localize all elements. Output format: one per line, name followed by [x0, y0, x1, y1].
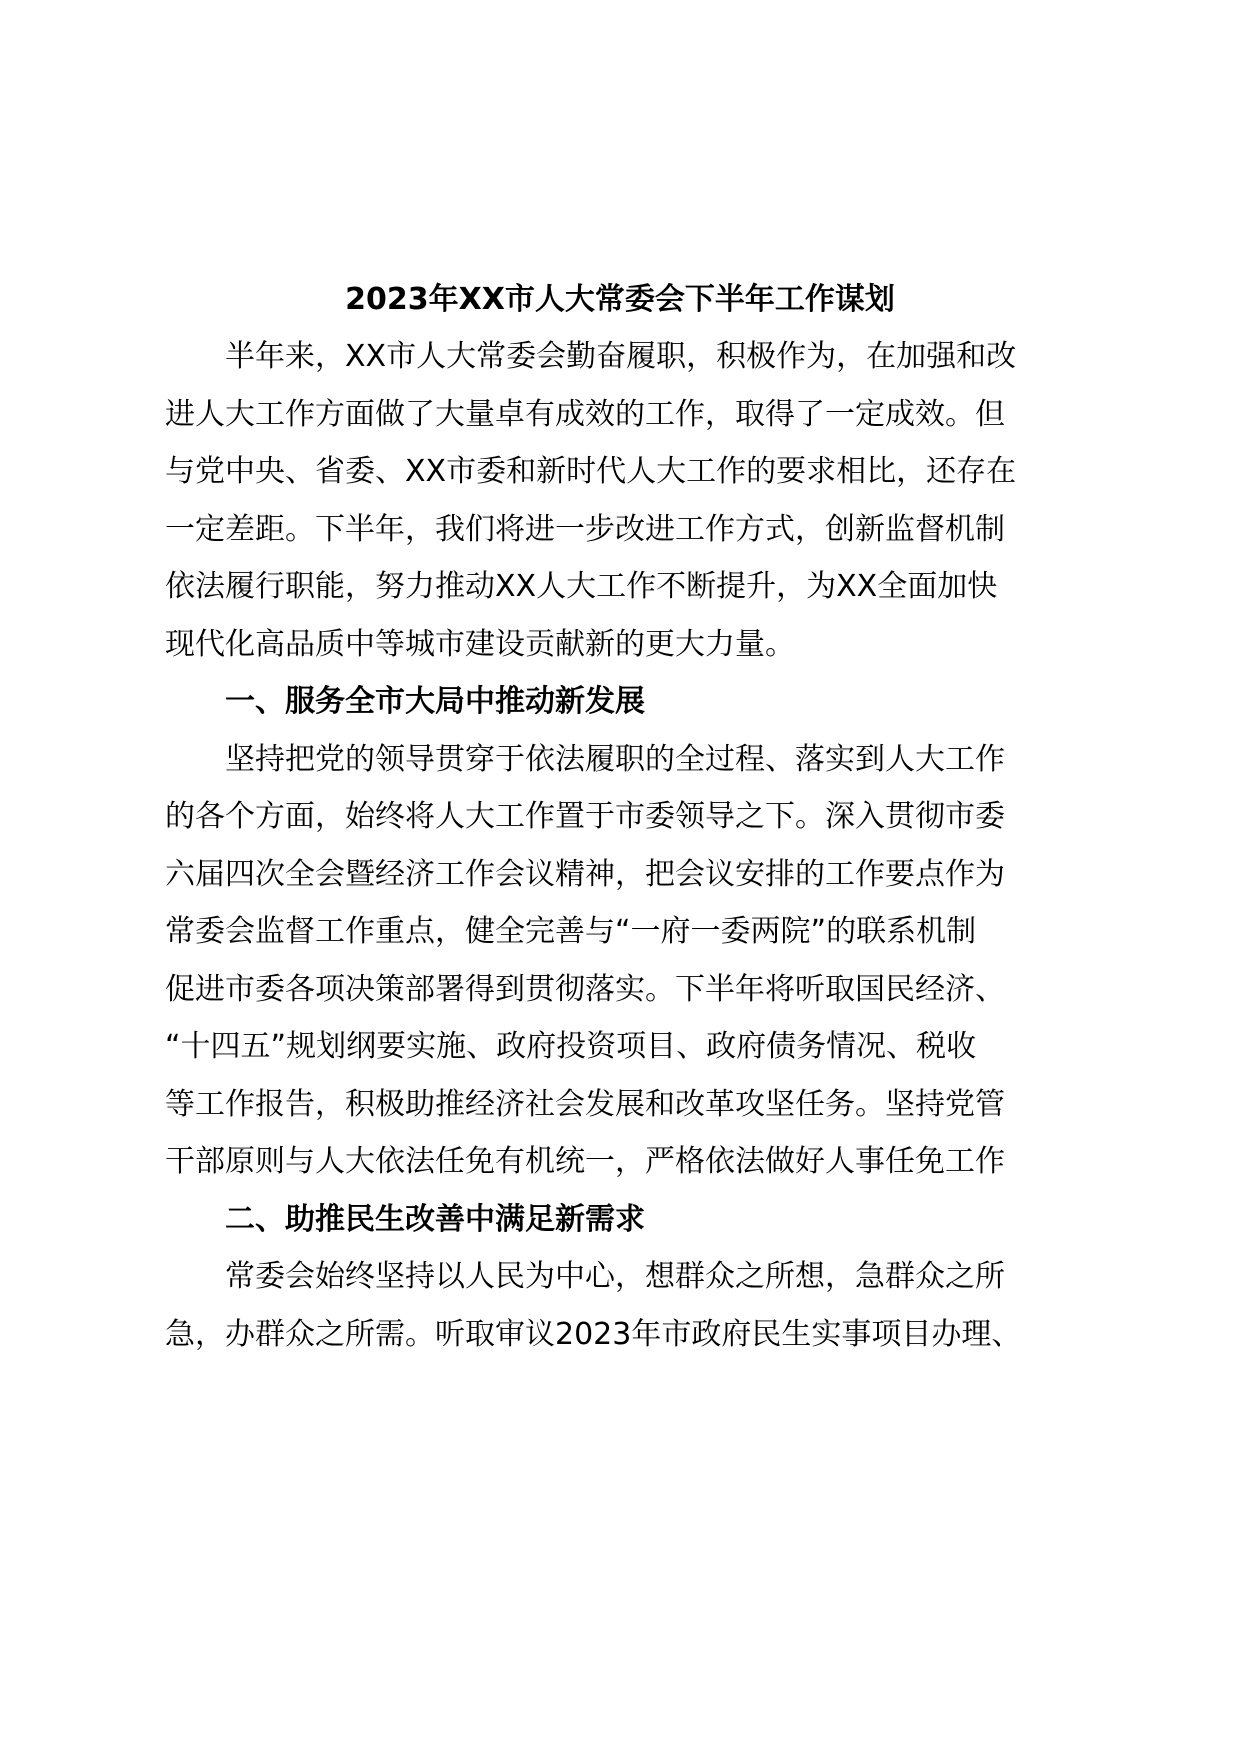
paragraph-line: 进人大工作方面做了大量卓有成效的工作，取得了一定成效。但 [165, 396, 1005, 432]
paragraph-line: 现代化高品质中等城市建设贡献新的更大力量。 [165, 626, 795, 662]
paragraph-line: 促进市委各项决策部署得到贯彻落实。下半年将听取国民经济、 [165, 971, 1005, 1007]
paragraph-line: 与党中央、省委、XX市委和新时代人大工作的要求相比，还存在 [165, 454, 1017, 489]
paragraph-line: “十四五”规划纲要实施、政府投资项目、政府债务情况、税收 [165, 1029, 977, 1064]
paragraph-line: 的各个方面，始终将人大工作置于市委领导之下。深入贯彻市委 [165, 799, 1005, 834]
paragraph-line: 一定差距。下半年，我们将进一步改进工作方式，创新监督机制 [165, 511, 1005, 547]
paragraph-line: 六届四次全会暨经济工作会议精神，把会议安排的工作要点作为 [165, 856, 1005, 892]
section-heading: 二、助推民生改善中满足新需求 [225, 1201, 645, 1237]
paragraph-line: 干部原则与人大依法任免有机统一，严格依法做好人事任免工作 [165, 1144, 1005, 1179]
document-title: 2023年XX市人大常委会下半年工作谋划 [345, 282, 895, 317]
paragraph-line: 常委会监督工作重点，健全完善与“一府一委两院”的联系机制 [165, 914, 977, 949]
paragraph-line: 等工作报告，积极助推经济社会发展和改革攻坚任务。坚持党管 [165, 1086, 1005, 1122]
paragraph-line: 半年来，XX市人大常委会勤奋履职，积极作为，在加强和改 [225, 339, 1017, 374]
section-heading: 一、服务全市大局中推动新发展 [225, 684, 645, 719]
paragraph-line: 依法履行职能，努力推动XX人大工作不断提升，为XX全面加快 [165, 569, 998, 604]
paragraph-line: 常委会始终坚持以人民为中心，想群众之所想，急群众之所 [225, 1259, 1005, 1294]
paragraph-line: 急，办群众之所需。听取审议2023年市政府民生实事项目办理、 [165, 1316, 1022, 1352]
paragraph-line: 坚持把党的领导贯穿于依法履职的全过程、落实到人大工作 [225, 741, 1005, 777]
